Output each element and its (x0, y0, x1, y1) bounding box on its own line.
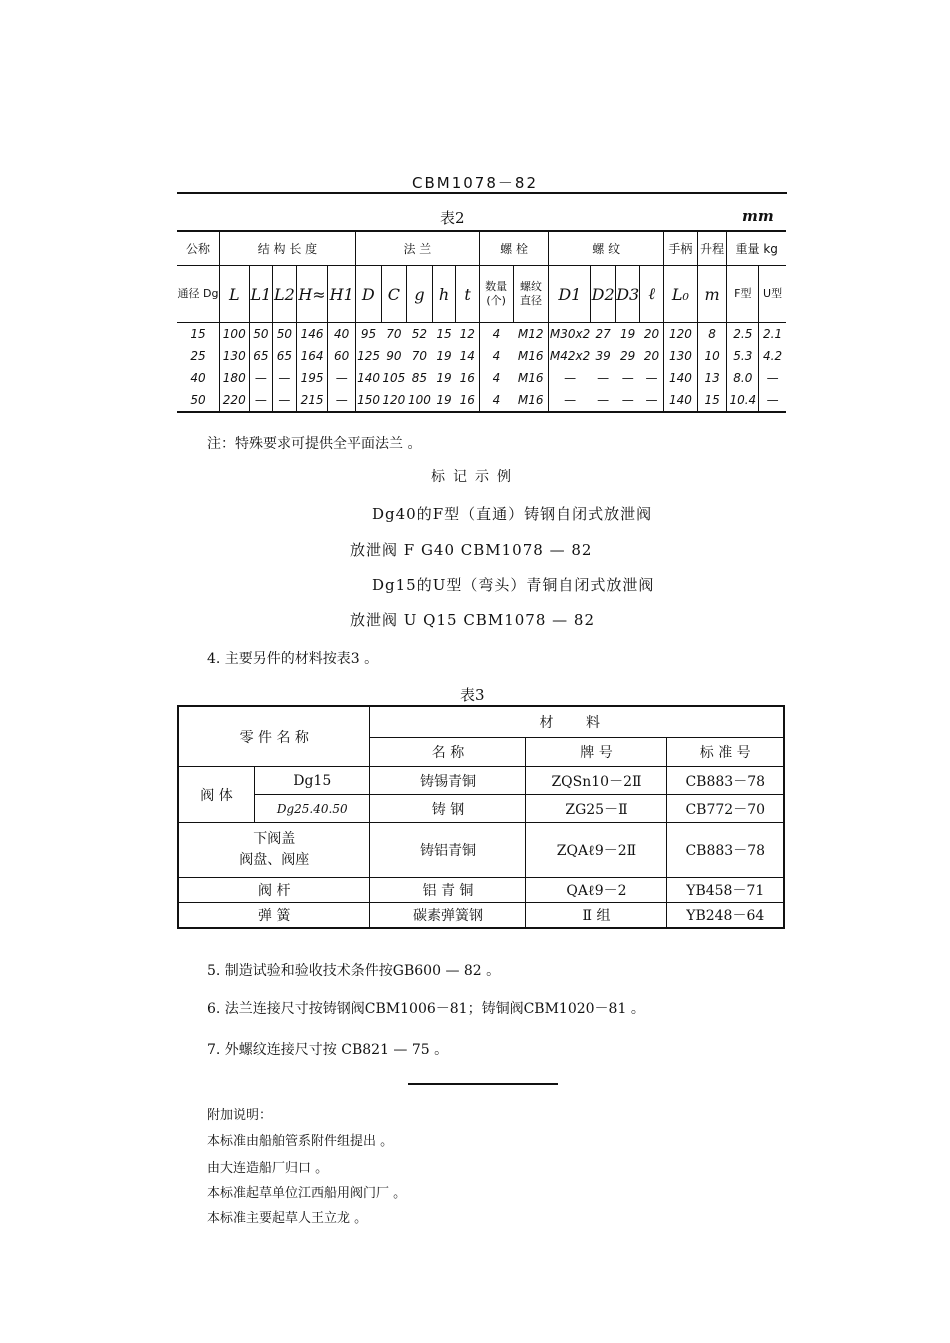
table-cell: 4 (492, 371, 501, 385)
table-row (177, 323, 786, 346)
table-cell: 27 (595, 327, 611, 341)
table-cell: 8.0 (727, 367, 759, 389)
table-cell: 4 (479, 389, 513, 412)
cover-name: 铸铝青铜 (370, 823, 526, 878)
table-cell: 164 (296, 345, 328, 367)
table-cell: 100 (407, 389, 433, 412)
table-row (177, 389, 786, 412)
table-cell: 2.5 (727, 323, 759, 346)
table-cell: 125 (357, 349, 380, 363)
col-dg: 通径 Dg (177, 266, 219, 323)
col-L: L (219, 266, 249, 323)
table-cell: 40 (328, 323, 356, 346)
table-cell: — (249, 367, 273, 389)
spring-name: 碳素弹簧钢 (370, 903, 526, 929)
body-dg15-std: CB883－78 (667, 767, 784, 795)
table3-row-body-dg15 (178, 767, 784, 795)
table-cell: 2.1 (763, 327, 783, 341)
table-cell: 52 (411, 327, 428, 341)
body-label: 阀 体 (178, 767, 255, 823)
table-cell: 15 (436, 327, 452, 341)
col-D1: D1 (549, 266, 591, 323)
stem-name: 铝 青 铜 (370, 878, 526, 903)
body-dg25-std: CB772－70 (667, 795, 784, 823)
table-cell: — (549, 389, 591, 412)
table-cell: 19 (436, 371, 452, 385)
appendix-line-1: 本标准由船舶管系附件组提出 。 (207, 1134, 394, 1149)
body-dg25-name: 铸 钢 (370, 795, 526, 823)
table-cell: M42x2 (549, 349, 591, 363)
table-cell: M12 (513, 323, 549, 346)
table-cell: 70 (386, 327, 402, 341)
table-cell: 19 (620, 327, 636, 341)
col-bolt-dia: 螺纹 直径 (513, 266, 549, 323)
thread-header: 螺 纹 (549, 231, 664, 266)
table-cell: 150 (356, 389, 382, 412)
col-t: t (456, 266, 480, 323)
col-D3: D3 (615, 266, 640, 323)
table3-header-row-1 (178, 706, 784, 738)
appendix-line-2: 由大连造船厂归口 。 (207, 1161, 329, 1176)
table2-group-header-row (177, 231, 786, 266)
col-D2: D2 (591, 266, 616, 323)
table2-body (177, 323, 786, 413)
table-cell: 100 (219, 323, 249, 346)
spring-std: YB248－64 (667, 903, 784, 929)
table2-note: 注：特殊要求可提供全平面法兰 。 (207, 436, 422, 452)
table-cell: 4.2 (763, 349, 783, 363)
table-cell: 50 (249, 323, 273, 346)
table-row (177, 345, 786, 367)
table-cell: 130 (664, 345, 698, 367)
body-dg15-name: 铸锡青铜 (370, 767, 526, 795)
col-l: ℓ (640, 266, 664, 323)
table-cell: 50 (273, 323, 297, 346)
cover-label-line-1: 下阀盖 (253, 831, 296, 847)
col-C: C (381, 266, 407, 323)
table-cell: 105 (382, 371, 406, 385)
table-cell: 29 (620, 349, 636, 363)
table3-row-cover (178, 823, 784, 878)
table-cell: 65 (273, 345, 297, 367)
appendix-title: 附加说明： (207, 1108, 273, 1123)
col-D: D (356, 266, 382, 323)
table2 (177, 230, 786, 413)
standard-header: 标 准 号 (667, 738, 784, 767)
table-cell: — (640, 389, 664, 412)
clause-7: 7. 外螺纹连接尺寸按 CB821 — 75 。 (207, 1042, 449, 1058)
table-cell: — (328, 367, 356, 389)
table-cell: 4 (492, 349, 501, 363)
body-dg15-grade: ZQSn10－2Ⅱ (526, 767, 667, 795)
table2-caption: 表2 (440, 209, 465, 227)
body-dg25: Dg25.40.50 (255, 795, 370, 823)
table-cell: — (615, 389, 640, 412)
table-cell: 220 (219, 389, 249, 412)
table-cell: 140 (664, 367, 698, 389)
table-cell: 120 (381, 389, 407, 412)
table-cell: M16 (513, 345, 549, 367)
table-cell: 10 (697, 345, 727, 367)
top-rule (177, 192, 787, 194)
col-L1: L1 (249, 266, 273, 323)
table-cell: — (759, 389, 786, 412)
table-cell: 50 (177, 389, 219, 412)
table-cell: 15 (697, 389, 727, 412)
table-cell: — (249, 389, 273, 412)
cover-label-line-2: 阀盘、阀座 (239, 852, 310, 868)
table3-row-spring (178, 903, 784, 929)
table-cell: — (766, 371, 779, 385)
table-cell: 19 (436, 349, 452, 363)
cover-std: CB883－78 (667, 823, 784, 878)
table-cell: M30x2 (549, 327, 591, 341)
material-header: 材 料 (370, 706, 784, 738)
col-h: h (432, 266, 456, 323)
flange-header: 法 兰 (356, 231, 480, 266)
material-name-header: 名 称 (370, 738, 526, 767)
table-cell: 90 (386, 349, 402, 363)
table-cell: 70 (411, 349, 428, 363)
nominal-header: 公称 (177, 231, 219, 266)
table-cell: — (328, 389, 356, 412)
table-cell: 25 (177, 345, 219, 367)
example-title: 标记示例 (431, 469, 519, 485)
table-cell: 20 (640, 345, 664, 367)
stem-label: 阀 杆 (178, 878, 370, 903)
cover-label (178, 823, 370, 878)
body-dg15: Dg15 (255, 767, 370, 795)
table-cell: 13 (697, 367, 727, 389)
appendix-line-4: 本标准主要起草人王立龙 。 (207, 1211, 368, 1226)
stem-std: YB458－71 (667, 878, 784, 903)
example-line-1: Dg40的F型（直通）铸钢自闭式放泄阀 (372, 505, 653, 523)
part-name-header: 零 件 名 称 (178, 706, 370, 767)
spring-label: 弹 簧 (178, 903, 370, 929)
handle-header: 手柄 (664, 231, 698, 266)
struct-length-header: 结 构 长 度 (219, 231, 355, 266)
table3-row-body-dg25 (178, 795, 784, 823)
table-cell: 180 (219, 367, 249, 389)
table-cell: 130 (219, 345, 249, 367)
table-cell: — (273, 389, 297, 412)
example-line-2: 放泄阀 F G40 CBM1078 — 82 (350, 541, 593, 559)
col-F: F型 (727, 266, 759, 323)
table-cell: — (597, 371, 610, 385)
table-cell: 16 (456, 389, 480, 412)
table-cell: 65 (249, 345, 273, 367)
table-cell: 15 (177, 323, 219, 346)
clause-6: 6. 法兰连接尺寸按铸钢阀CBM1006－81；铸铜阀CBM1020－81 。 (207, 1001, 645, 1017)
lift-header: 升程 (697, 231, 727, 266)
col-g: g (407, 266, 433, 323)
document-code: CBM1078－82 (412, 174, 538, 192)
spring-grade: Ⅱ 组 (526, 903, 667, 929)
table-cell: — (564, 371, 577, 385)
appendix-line-3: 本标准起草单位江西船用阀门厂 。 (207, 1186, 407, 1201)
table-cell: 19 (432, 389, 456, 412)
table-cell: 85 (411, 371, 428, 385)
table-cell: 5.3 (727, 345, 759, 367)
table-cell: — (591, 389, 616, 412)
table3 (177, 705, 785, 929)
stem-grade: QAℓ9－2 (526, 878, 667, 903)
table-cell: 14 (456, 345, 480, 367)
bolt-header: 螺 栓 (479, 231, 549, 266)
end-rule (408, 1083, 558, 1085)
clause-5: 5. 制造试验和验收技术条件按GB600 — 82 。 (207, 963, 501, 979)
table-cell: 146 (296, 323, 328, 346)
weight-header: 重量 kg (727, 231, 786, 266)
col-m: m (697, 266, 727, 323)
table2-unit: mm (742, 207, 774, 225)
table-cell: 12 (456, 323, 480, 346)
table-cell: 8 (697, 323, 727, 346)
col-bolt-count: 数量 (个) (479, 266, 513, 323)
table-cell: 20 (640, 323, 664, 346)
table-cell: 39 (595, 349, 611, 363)
cover-grade: ZQAℓ9－2Ⅱ (526, 823, 667, 878)
table3-row-stem (178, 878, 784, 903)
table-cell: M16 (513, 367, 549, 389)
table-cell: 10.4 (727, 389, 759, 412)
table-row (177, 367, 786, 389)
table-cell: — (621, 371, 634, 385)
table-cell: — (640, 367, 664, 389)
table-cell: 140 (664, 389, 698, 412)
col-H: H≈ (296, 266, 328, 323)
table-cell: 60 (328, 345, 356, 367)
table-cell: 120 (664, 323, 698, 346)
table-cell: M16 (513, 389, 549, 412)
col-L0: L₀ (664, 266, 698, 323)
clause-4: 4. 主要另件的材料按表3 。 (207, 651, 379, 667)
table-cell: 16 (456, 367, 480, 389)
grade-header: 牌 号 (526, 738, 667, 767)
col-U: U型 (759, 266, 786, 323)
col-H1: H1 (328, 266, 356, 323)
table-cell: 140 (357, 371, 380, 385)
col-L2: L2 (273, 266, 297, 323)
body-dg25-grade: ZG25－Ⅱ (526, 795, 667, 823)
example-line-3: Dg15的U型（弯头）青铜自闭式放泄阀 (372, 576, 655, 594)
table2-column-header-row (177, 266, 786, 323)
table-cell: — (273, 367, 297, 389)
table-cell: 40 (177, 367, 219, 389)
table3-caption: 表3 (460, 686, 485, 704)
table-cell: 95 (360, 327, 377, 341)
table-cell: 215 (296, 389, 328, 412)
example-line-4: 放泄阀 U Q15 CBM1078 — 82 (350, 611, 595, 629)
table-cell: 4 (492, 327, 501, 341)
table-cell: 195 (296, 367, 328, 389)
